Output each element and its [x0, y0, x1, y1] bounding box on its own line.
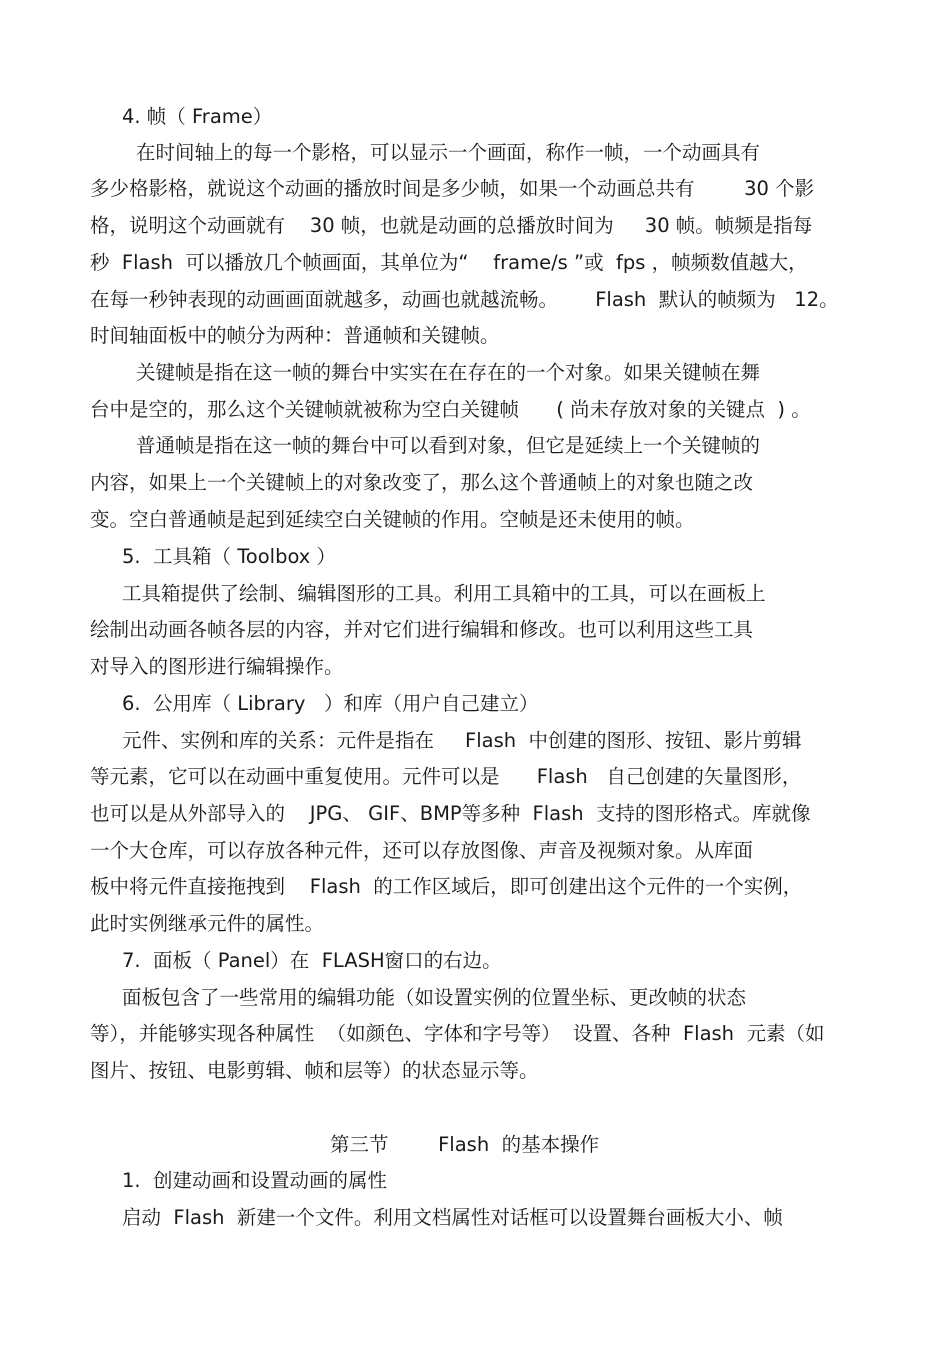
paragraph-line: 格，说明这个动画就有 30 帧，也就是动画的总播放时间为 30 帧。帧频是指每: [90, 214, 813, 237]
paragraph-line: 启动 Flash 新建一个文件。利用文档属性对话框可以设置舞台画板大小、帧: [122, 1206, 783, 1229]
paragraph-line: 板中将元件直接拖拽到 Flash 的工作区域后，即可创建出这个元件的一个实例，: [90, 875, 803, 898]
paragraph-line: 元件、实例和库的关系：元件是指在 Flash 中创建的图形、按钮、影片剪辑: [122, 729, 802, 752]
section-title: 第三节 Flash 的基本操作: [330, 1133, 600, 1156]
paragraph-line: 绘制出动画各帧各层的内容，并对它们进行编辑和修改。也可以利用这些工具: [90, 618, 754, 641]
paragraph-line: 在每一秒钟表现的动画画面就越多，动画也就越流畅。 Flash 默认的帧频为 12。: [90, 288, 839, 311]
paragraph-line: 一个大仓库，可以存放各种元件，还可以存放图像、声音及视频对象。从库面: [90, 839, 754, 862]
heading-create-animation: 1. 创建动画和设置动画的属性: [122, 1169, 388, 1192]
paragraph-line: 图片、按钮、电影剪辑、帧和层等）的状态显示等。: [90, 1059, 539, 1082]
paragraph-line: 工具箱提供了绘制、编辑图形的工具。利用工具箱中的工具，可以在画板上: [122, 582, 766, 605]
paragraph-line: 多少格影格，就说这个动画的播放时间是多少帧，如果一个动画总共有 30 个影: [90, 177, 815, 200]
paragraph-line: 等），并能够实现各种属性 （如颜色、字体和字号等） 设置、各种 Flash 元素（如: [90, 1022, 825, 1045]
heading-frame: 4. 帧（ Frame）: [122, 105, 273, 128]
paragraph-line: 普通帧是指在这一帧的舞台中可以看到对象，但它是延续上一个关键帧的: [136, 434, 761, 457]
paragraph-line: 此时实例继承元件的属性。: [90, 912, 325, 935]
heading-panel: 7. 面板（ Panel）在 FLASH窗口的右边。: [122, 949, 502, 972]
paragraph-line: 台中是空的，那么这个关键帧就被称为空白关键帧 ( 尚未存放对象的关键点 ) 。: [90, 398, 811, 421]
paragraph-line: 时间轴面板中的帧分为两种：普通帧和关键帧。: [90, 324, 500, 347]
paragraph-line: 秒 Flash 可以播放几个帧画面，其单位为“ frame/s ”或 fps ，帧频数值越大，: [90, 251, 808, 274]
paragraph-line: 也可以是从外部导入的 JPG、 GIF、BMP等多种 Flash 支持的图形格式。库就像: [90, 802, 811, 825]
paragraph-line: 内容，如果上一个关键帧上的对象改变了，那么这个普通帧上的对象也随之改: [90, 471, 754, 494]
paragraph-line: 等元素，它可以在动画中重复使用。元件可以是 Flash 自己创建的矢量图形，: [90, 765, 802, 788]
heading-library: 6. 公用库（ Library ）和库（用户自己建立）: [122, 692, 539, 715]
paragraph-line: 关键帧是指在这一帧的舞台中实实在在存在的一个对象。如果关键帧在舞: [136, 361, 761, 384]
paragraph-line: 在时间轴上的每一个影格，可以显示一个画面，称作一帧，一个动画具有: [136, 141, 761, 164]
heading-toolbox: 5. 工具箱（ Toolbox ）: [122, 545, 337, 568]
paragraph-line: 变。空白普通帧是起到延续空白关键帧的作用。空帧是还未使用的帧。: [90, 508, 695, 531]
paragraph-line: 面板包含了一些常用的编辑功能（如设置实例的位置坐标、更改帧的状态: [122, 986, 747, 1009]
paragraph-line: 对导入的图形进行编辑操作。: [90, 655, 344, 678]
